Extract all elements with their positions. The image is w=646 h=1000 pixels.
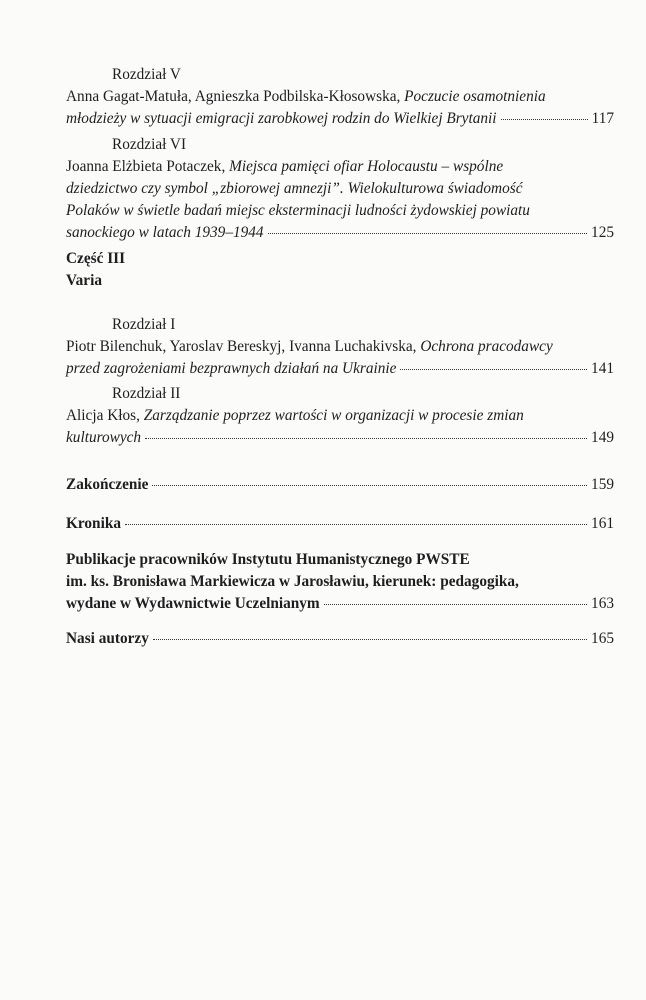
page-number: 125 <box>591 224 614 241</box>
entry-title-continued: przed zagrożeniami bezprawnych działań na Ukrainie <box>66 360 397 377</box>
page-number: 165 <box>591 630 614 647</box>
entry-title: Poczucie osamotnienia <box>404 88 546 105</box>
entry-leader-line <box>66 474 614 496</box>
entry-title: Ochrona pracodawcy <box>420 338 553 355</box>
entry-title-continued: dziedzictwo czy symbol „zbiorowej amnezji”. Wielokulturowa świadomość <box>66 180 523 197</box>
chapter-heading: Rozdział I <box>112 316 176 333</box>
toc-entry-chapter-vi <box>66 134 614 244</box>
entry-author-title-line <box>66 336 614 358</box>
page-number: 163 <box>591 595 614 612</box>
entry-authors: Anna Gagat-Matuła, Agnieszka Podbilska-Kłosowska, <box>66 88 401 105</box>
dot-leader <box>152 485 587 486</box>
page-number: 159 <box>591 476 614 493</box>
entry-leader-line <box>66 358 614 380</box>
entry-authors: Alicja Kłos, <box>66 407 140 424</box>
dot-leader <box>268 233 587 234</box>
toc-entry-chapter-v <box>66 64 614 130</box>
toc-entry-kronika <box>66 513 614 535</box>
chapter-heading: Rozdział V <box>112 66 181 83</box>
entry-authors: Joanna Elżbieta Potaczek, <box>66 158 226 175</box>
entry-title: Kronika <box>66 515 121 532</box>
entry-title-continued: wydane w Wydawnictwie Uczelnianym <box>66 595 320 612</box>
entry-title-continued: sanockiego w latach 1939–1944 <box>66 224 264 241</box>
entry-leader-line <box>66 628 614 650</box>
toc-entry-part3-chapter-i <box>66 314 614 380</box>
entry-author-title-line <box>66 156 614 178</box>
entry-leader-line <box>66 222 614 244</box>
chapter-heading: Rozdział II <box>112 385 181 402</box>
part-heading <box>66 248 614 292</box>
dot-leader <box>324 604 587 605</box>
dot-leader <box>145 438 587 439</box>
entry-leader-line <box>66 593 614 615</box>
dot-leader <box>400 369 587 370</box>
entry-leader-line <box>66 108 614 130</box>
entry-leader-line <box>66 513 614 535</box>
toc-entry-zakonczenie <box>66 474 614 496</box>
entry-authors: Piotr Bilenchuk, Yaroslav Bereskyj, Ivanna Luchakivska, <box>66 338 417 355</box>
entry-title: Zakończenie <box>66 476 149 493</box>
part-label: Część III <box>66 250 126 267</box>
dot-leader <box>501 119 588 120</box>
page-number: 141 <box>591 360 614 377</box>
entry-leader-line <box>66 427 614 449</box>
dot-leader <box>125 524 587 525</box>
entry-title: Zarządzanie poprzez wartości w organizacji w procesie zmian <box>143 407 524 424</box>
toc-entry-publikacje <box>66 549 614 615</box>
entry-title-continued: młodzieży w sytuacji emigracji zarobkowej rodzin do Wielkiej Brytanii <box>66 110 497 127</box>
page-number: 117 <box>591 110 614 127</box>
toc-entry-nasi-autorzy <box>66 628 614 650</box>
entry-title: Publikacje pracowników Instytutu Humanistycznego PWSTE <box>66 551 470 568</box>
page-number: 149 <box>591 429 614 446</box>
entry-title-continued: Polaków w świetle badań miejsc eksterminacji ludności żydowskiej powiatu <box>66 202 530 219</box>
toc-entry-part3-chapter-ii <box>66 383 614 449</box>
chapter-heading: Rozdział VI <box>112 136 187 153</box>
entry-title-continued: kulturowych <box>66 429 142 446</box>
entry-title: Miejsca pamięci ofiar Holocaustu – wspólne <box>229 158 504 175</box>
part-name: Varia <box>66 272 102 289</box>
entry-title-continued: im. ks. Bronisława Markiewicza w Jarosławiu, kierunek: pedagogika, <box>66 573 519 590</box>
page-number: 161 <box>591 515 614 532</box>
entry-author-title-line <box>66 405 614 427</box>
entry-title: Nasi autorzy <box>66 630 149 647</box>
dot-leader <box>153 639 587 640</box>
entry-author-title-line <box>66 86 614 108</box>
